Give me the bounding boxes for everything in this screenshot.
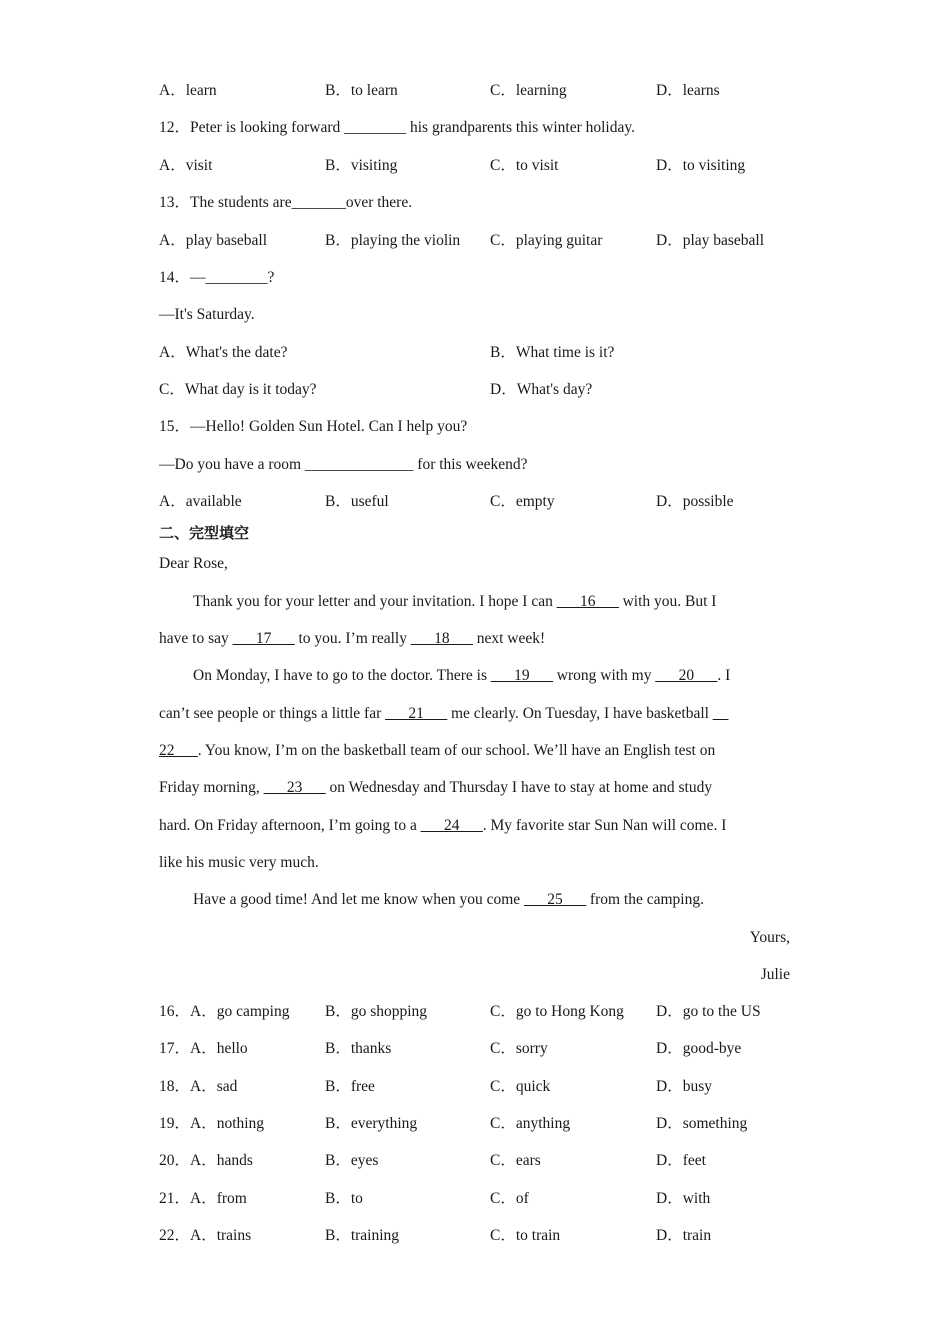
q12-option-a: A．visit (159, 157, 213, 174)
q17-option-c: C．sorry (490, 1040, 548, 1058)
q19-option-d: D．something (656, 1114, 748, 1132)
text: with you. But I (618, 593, 717, 610)
q15-option-c: C．empty (490, 493, 555, 510)
blank-18: ___18___ (410, 630, 473, 647)
text: On Monday, I have to go to the doctor. There is (193, 667, 491, 684)
q19-option-a: 19．A．nothing (159, 1114, 265, 1132)
q17-option-a: 17．A．hello (159, 1040, 248, 1058)
letter-line-5 (159, 741, 715, 761)
q13-option-a: A．play baseball (159, 232, 268, 249)
q14-option-b: B．What time is it? (490, 344, 615, 361)
q15-option-d: D．possible (656, 493, 734, 510)
text: . I (717, 667, 731, 684)
q18-option-a: 18．A．sad (159, 1077, 238, 1095)
q17-option-d: D．good-bye (656, 1040, 742, 1058)
q15-option-b: B．useful (325, 493, 389, 510)
q18-option-b: B．free (325, 1077, 375, 1095)
q16-option-c: C．go to Hong Kong (490, 1003, 624, 1020)
text: have to say (159, 630, 233, 647)
q15-line2: —Do you have a room ______________ for this weekend? (159, 456, 528, 473)
letter-line-1 (193, 592, 716, 612)
q13-stem: 13．The students are_______over there. (159, 194, 413, 211)
q12-option-d: D．to visiting (656, 157, 746, 174)
letter-line-2 (159, 629, 545, 649)
q15-option-a: A．available (159, 493, 242, 510)
text: wrong with my (552, 667, 656, 684)
text: me clearly. On Tuesday, I have basketball (447, 705, 713, 722)
text: to you. I’m really (294, 630, 411, 647)
q16-option-a: 16．A．go camping (159, 1003, 290, 1020)
q19-option-c: C．anything (490, 1114, 571, 1132)
q20-option-b: B．eyes (325, 1152, 379, 1170)
q13-option-d: D．play baseball (656, 232, 765, 249)
blank-22-end: 22___ (159, 742, 198, 759)
blank-19: ___19___ (490, 667, 553, 684)
q14-answer: —It's Saturday. (159, 306, 255, 323)
q11-option-d: D．learns (656, 82, 720, 99)
q12-option-c: C．to visit (490, 157, 559, 174)
text: from the camping. (586, 891, 704, 908)
q22-option-c: C．to train (490, 1226, 561, 1244)
q12-stem: 12．Peter is looking forward ________ his grandparents this winter holiday. (159, 119, 635, 136)
q18-option-c: C．quick (490, 1077, 551, 1095)
q13-option-b: B．playing the violin (325, 232, 461, 249)
q11-option-c: C．learning (490, 82, 567, 99)
blank-23: ___23___ (263, 779, 326, 796)
text: on Wednesday and Thursday I have to stay at home and study (325, 779, 713, 796)
q21-option-b: B．to (325, 1189, 363, 1207)
q14-option-a: A．What's the date? (159, 344, 288, 361)
letter-line-7 (159, 816, 726, 836)
q20-option-d: D．feet (656, 1152, 706, 1170)
q19-option-b: B．everything (325, 1114, 418, 1132)
letter-closing: Yours, (749, 929, 790, 946)
q18-option-d: D．busy (656, 1077, 712, 1095)
letter-greeting: Dear Rose, (159, 555, 228, 572)
text: . You know, I’m on the basketball team of our school. We’ll have an English test on (197, 742, 716, 759)
letter-line-9 (193, 890, 704, 910)
text: next week! (472, 630, 546, 647)
blank-17: ___17___ (232, 630, 295, 647)
q21-option-a: 21．A．from (159, 1189, 247, 1207)
text: hard. On Friday afternoon, I’m going to a (159, 817, 421, 834)
blank-20: ___20___ (655, 667, 718, 684)
q15-stem: 15．—Hello! Golden Sun Hotel. Can I help you? (159, 418, 468, 435)
text: . My favorite star Sun Nan will come. I (482, 817, 727, 834)
text: Thank you for your letter and your invitation. I hope I can (193, 593, 557, 610)
letter-line-6 (159, 778, 712, 798)
blank-24: ___24___ (420, 817, 483, 834)
text: can’t see people or things a little far (159, 705, 386, 722)
q13-option-c: C．playing guitar (490, 232, 603, 249)
text: Friday morning, (159, 779, 264, 796)
letter-line-3 (193, 666, 730, 686)
letter-line-4 (159, 704, 728, 724)
q20-option-a: 20．A．hands (159, 1152, 253, 1170)
q14-option-d: D．What's day? (490, 381, 593, 398)
blank-21: ___21___ (385, 705, 448, 722)
q22-option-a: 22．A．trains (159, 1226, 252, 1244)
q12-option-b: B．visiting (325, 157, 398, 174)
q21-option-d: D．with (656, 1189, 711, 1207)
letter-signature: Julie (760, 966, 790, 983)
q17-option-b: B．thanks (325, 1040, 392, 1058)
blank-16: ___16___ (556, 593, 619, 610)
q16-option-d: D．go to the US (656, 1003, 761, 1020)
q16-option-b: B．go shopping (325, 1003, 428, 1020)
letter-line-8: like his music very much. (159, 854, 319, 871)
q14-stem: 14．—________? (159, 269, 275, 286)
q22-option-d: D．train (656, 1226, 712, 1244)
q21-option-c: C．of (490, 1189, 529, 1207)
q22-option-b: B．training (325, 1226, 400, 1244)
q14-option-c: C．What day is it today? (159, 381, 317, 398)
q20-option-c: C．ears (490, 1152, 541, 1170)
section-heading: 二、完型填空 (159, 524, 250, 542)
q11-option-b: B．to learn (325, 82, 398, 99)
q11-option-a: A．learn (159, 82, 217, 99)
blank-25: ___25___ (524, 891, 587, 908)
blank-22-start: __ (712, 705, 729, 722)
text: Have a good time! And let me know when you come (193, 891, 525, 908)
